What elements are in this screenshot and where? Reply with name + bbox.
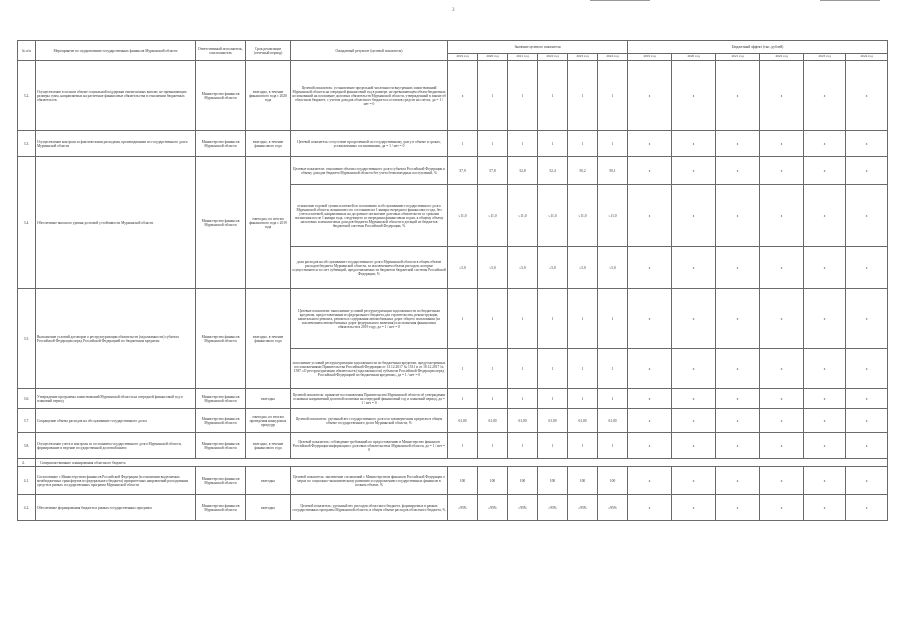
- table-row: [18, 131, 888, 157]
- result-cell: Целевой показатель: заключение соглашений с Министерством финансов Российской Федерации о мерах по социально-экономическому развитию и оздоровлению государственных финансов в полном объеме, %: [291, 467, 448, 495]
- indicator-value: 50,2: [568, 157, 598, 185]
- indicator-value: 61,00: [508, 409, 538, 433]
- indicator-value: 1: [478, 389, 508, 409]
- row-number: 3.7.: [18, 409, 36, 433]
- effect-value: x: [716, 389, 760, 409]
- row-number: 3.4.: [18, 157, 36, 289]
- row-number: 4.1.: [18, 467, 36, 495]
- indicator-value: 1: [448, 131, 478, 157]
- table-row: [18, 157, 888, 185]
- page-number: 3: [452, 8, 455, 13]
- effect-value: x: [716, 433, 760, 459]
- effect-value: x: [628, 61, 672, 131]
- indicator-value: 1: [478, 289, 508, 349]
- deadline-cell: ежегодно, в течение финансового года с 2020 года: [246, 61, 291, 131]
- effect-value: x: [760, 61, 804, 131]
- effect-value: x: [716, 495, 760, 521]
- effect-value: x: [716, 467, 760, 495]
- effect-value: x: [846, 467, 888, 495]
- effect-value: x: [760, 185, 804, 247]
- effect-value: x: [804, 467, 846, 495]
- table-row: [18, 289, 888, 349]
- effect-value: x: [760, 157, 804, 185]
- indicator-value: 1: [508, 131, 538, 157]
- effect-value: x: [760, 409, 804, 433]
- indicator-value: 1: [598, 131, 628, 157]
- col-indicator-header: Значение целевого показателя: [448, 41, 628, 54]
- effect-value: x: [846, 61, 888, 131]
- deadline-cell: ежегодно, по итогам проведения конкурсных процедур: [246, 409, 291, 433]
- executor-cell: Министерство финансов Мурманской области: [196, 61, 246, 131]
- effect-value: x: [716, 409, 760, 433]
- indicator-value: ≤5,0: [448, 247, 478, 289]
- effect-value: x: [716, 61, 760, 131]
- indicator-value: 1: [538, 349, 568, 389]
- executor-cell: Министерство финансов Мурманской области: [196, 467, 246, 495]
- effect-value: x: [672, 389, 716, 409]
- effect-value: x: [846, 247, 888, 289]
- indicator-value: x: [448, 61, 478, 131]
- indicator-value: 1: [568, 433, 598, 459]
- section-row: [18, 459, 888, 467]
- indicator-value: 100: [448, 467, 478, 495]
- effect-value: x: [846, 349, 888, 389]
- effect-value: x: [804, 131, 846, 157]
- indicator-value: 1: [448, 289, 478, 349]
- indicator-value: ≥95%: [598, 495, 628, 521]
- effect-value: x: [846, 495, 888, 521]
- indicator-value: 61,00: [568, 409, 598, 433]
- indicator-year-header: 2019 год: [448, 54, 478, 61]
- effect-value: x: [804, 433, 846, 459]
- effect-value: x: [672, 247, 716, 289]
- effect-value: x: [716, 247, 760, 289]
- table-row: [18, 61, 888, 131]
- indicator-value: ≤5,0: [508, 247, 538, 289]
- deadline-cell: ежегодно, в течение финансового года: [246, 131, 291, 157]
- indicator-year-header: 2022 год: [538, 54, 568, 61]
- effect-value: x: [804, 349, 846, 389]
- indicator-value: ≥95%: [568, 495, 598, 521]
- result-cell: Целевой показатель: установление предельной численности внутренних заимствований Мурманской области на очередной финансовый год в размере, не превышающем объем бюджетных ассигнований на погашение долговых обязательств Мурманской области, утвержденный в законе об областном бюджете, с учетом доходов областного бюджета и остатков средств на счетах, да = 1 / нет = 0: [291, 61, 448, 131]
- indicator-value: 1: [598, 433, 628, 459]
- indicator-value: 52,8: [508, 157, 538, 185]
- measures-table: [17, 40, 888, 521]
- indicator-value: 1: [508, 289, 538, 349]
- effect-value: x: [804, 495, 846, 521]
- table-row: [18, 495, 888, 521]
- indicator-year-header: 2021 год: [508, 54, 538, 61]
- indicator-year-header: 2024 год: [598, 54, 628, 61]
- indicator-value: 1: [478, 433, 508, 459]
- effect-value: x: [760, 131, 804, 157]
- indicator-value: 52,4: [538, 157, 568, 185]
- top-rule: [820, 0, 880, 1]
- effect-value: x: [628, 433, 672, 459]
- result-cell: отношение годовой суммы платежей по погашению и обслуживанию государственного долга Мурманской области, возникшего по состоянию на 1 января очередного финансового года, без учета платежей, направленных на досрочное погашение долговых обязательств со сроками погашения после 1 января года, следующего за очередным финансовым годом, к общему объему налоговых и неналоговых доходов бюджета Мурманской области и дотаций из бюджетов бюджетной системы Российской Федерации, %: [291, 185, 448, 247]
- indicator-value: 1: [508, 349, 538, 389]
- indicator-value: 1: [538, 131, 568, 157]
- indicator-value: ≤5,0: [538, 247, 568, 289]
- row-number: 3.2.: [18, 61, 36, 131]
- deadline-cell: ежегодно, в течение финансового года: [246, 433, 291, 459]
- effect-value: x: [846, 409, 888, 433]
- effect-value: x: [760, 349, 804, 389]
- effect-value: x: [716, 349, 760, 389]
- indicator-value: 1: [568, 289, 598, 349]
- col-num-header: № п/п: [18, 41, 36, 61]
- row-number: 3.6.: [18, 389, 36, 409]
- effect-value: x: [716, 131, 760, 157]
- executor-cell: Министерство финансов Мурманской области: [196, 433, 246, 459]
- indicator-year-header: 2020 год: [478, 54, 508, 61]
- executor-cell: Министерство финансов Мурманской области: [196, 131, 246, 157]
- effect-value: x: [672, 349, 716, 389]
- indicator-value: 1: [508, 433, 538, 459]
- effect-value: x: [846, 157, 888, 185]
- executor-cell: Министерство финансов Мурманской области: [196, 157, 246, 289]
- indicator-value: ≤11,0: [478, 185, 508, 247]
- deadline-cell: ежегодно: [246, 495, 291, 521]
- effect-value: x: [672, 157, 716, 185]
- effect-year-header: 2019 год: [628, 54, 672, 61]
- effect-year-header: 2024 год: [846, 54, 888, 61]
- indicator-value: 1: [448, 389, 478, 409]
- effect-value: x: [628, 247, 672, 289]
- effect-value: x: [804, 157, 846, 185]
- measure-cell: Согласование с Министерством финансов Российской Федерации (в отношении выделяемых межбюджетных трансфертов из федерального бюджета) приоритетных направлений расходования средств в рамках государственных программ Мурманской области: [36, 467, 196, 495]
- top-rule: [590, 0, 650, 1]
- indicator-value: 1: [568, 349, 598, 389]
- row-number: 3.3.: [18, 131, 36, 157]
- table-row: [18, 389, 888, 409]
- section-title: Совершенствование планирования областного бюджета: [36, 459, 888, 467]
- effect-value: x: [672, 131, 716, 157]
- col-result-header: Ожидаемый результат (целевой показатель): [291, 41, 448, 61]
- indicator-value: 61,00: [598, 409, 628, 433]
- effect-value: x: [628, 389, 672, 409]
- result-cell: исполнение условий реструктуризации задолженности по бюджетным кредитам, предусмотренных постановлениями Правительства Российской Федерации от 13.12.2017 № 1531 и от 18.12.2017 № 1587 «О реструктуризации обязательств (задолженности) субъектов Российской Федерации перед Российской Федерацией по бюджетным кредитам», да = 1 / нет = 0: [291, 349, 448, 389]
- result-cell: Целевой показатель: отсутствие просроченной по государственному долгу в объеме и сроках, установленных соглашениями, да = 1 / нет = 0: [291, 131, 448, 157]
- result-cell: Целевой показатель: принятие постановления Правительства Мурманской области об утверждении основных направлений долговой политики на очередной финансовый год и плановый период, да = 1 / нет = 0: [291, 389, 448, 409]
- effect-value: x: [804, 247, 846, 289]
- measure-cell: Обеспечение высокого уровня долговой устойчивости Мурманской области: [36, 157, 196, 289]
- measure-cell: Утверждение программы заимствований Мурманской области на очередной финансовый год и плановый период: [36, 389, 196, 409]
- row-number: 3.8.: [18, 433, 36, 459]
- deadline-cell: ежегодно, по итогам финансового года с 2019 года: [246, 157, 291, 289]
- col-effect-header: Бюджетный эффект (тыс. рублей): [628, 41, 888, 54]
- executor-cell: Министерство финансов Мурманской области: [196, 495, 246, 521]
- indicator-value: ≤5,0: [568, 247, 598, 289]
- effect-value: x: [716, 289, 760, 349]
- indicator-value: 1: [598, 289, 628, 349]
- indicator-value: 1: [598, 61, 628, 131]
- result-cell: доля расходов на обслуживание государственного долга Мурманской области в общем объеме расходов бюджета Мурманской области, за исключением объема расходов, которые осуществляются за счет субвенций, предоставляемых из бюджетов бюджетной системы Российской Федерации, %: [291, 247, 448, 289]
- indicator-value: 1: [568, 389, 598, 409]
- executor-cell: Министерство финансов Мурманской области: [196, 289, 246, 389]
- effect-value: x: [716, 185, 760, 247]
- result-cell: Целевые показатели: выполнение условий реструктуризации задолженности по бюджетным кредитам, предоставленным из федерального бюджета для строительства, реконструкции, капитального ремонта, ремонта и содержания автомобильных дорог общего пользования (за исключением автомобильных дорог федерального значения) и исполнения финансовых обязательств в 2019 году, да = 1 / нет = 0: [291, 289, 448, 349]
- indicator-value: 57,8: [478, 157, 508, 185]
- effect-value: x: [672, 409, 716, 433]
- deadline-cell: ежегодно: [246, 467, 291, 495]
- measure-cell: Осуществление учета и контроля за состоянием государственного долга Мурманской области, формирование и ведение государственной долговой книги: [36, 433, 196, 459]
- indicator-value: 1: [478, 349, 508, 389]
- col-measure-header: Мероприятие по оздоровлению государственных финансов Мурманской области: [36, 41, 196, 61]
- executor-cell: Министерство финансов Мурманской области: [196, 389, 246, 409]
- effect-value: x: [846, 131, 888, 157]
- effect-value: x: [672, 467, 716, 495]
- effect-value: x: [628, 157, 672, 185]
- indicator-value: 61,00: [448, 409, 478, 433]
- table-row: [18, 409, 888, 433]
- indicator-value: 100: [508, 467, 538, 495]
- effect-value: x: [628, 409, 672, 433]
- table-row: [18, 467, 888, 495]
- effect-value: x: [760, 467, 804, 495]
- deadline-cell: ежегодно: [246, 389, 291, 409]
- indicator-value: ≤11,0: [538, 185, 568, 247]
- effect-year-header: 2022 год: [760, 54, 804, 61]
- effect-value: x: [760, 433, 804, 459]
- effect-value: x: [760, 495, 804, 521]
- effect-value: x: [628, 185, 672, 247]
- executor-cell: Министерство финансов Мурманской области: [196, 409, 246, 433]
- indicator-value: 50,1: [598, 157, 628, 185]
- row-number: 4.2.: [18, 495, 36, 521]
- indicator-value: ≤11,0: [448, 185, 478, 247]
- effect-value: x: [672, 433, 716, 459]
- effect-year-header: 2020 год: [672, 54, 716, 61]
- effect-value: x: [716, 157, 760, 185]
- effect-year-header: 2023 год: [804, 54, 846, 61]
- indicator-value: 1: [568, 131, 598, 157]
- effect-value: x: [846, 289, 888, 349]
- indicator-value: 1: [448, 433, 478, 459]
- effect-value: x: [628, 467, 672, 495]
- indicator-value: 1: [508, 389, 538, 409]
- effect-value: x: [760, 289, 804, 349]
- measure-cell: Сокращение объема расходов на обслуживание государственного долга: [36, 409, 196, 433]
- deadline-cell: ежегодно, в течение финансового года: [246, 289, 291, 389]
- indicator-value: ≤5,0: [598, 247, 628, 289]
- indicator-value: 1: [538, 61, 568, 131]
- measure-cell: Осуществление контроля за фактическими расходами, производимыми из государственного долга Мурманской области: [36, 131, 196, 157]
- indicator-value: 100: [568, 467, 598, 495]
- effect-value: x: [672, 61, 716, 131]
- indicator-value: 1: [538, 289, 568, 349]
- measure-cell: Осуществление в полном объеме социальной поддержки ежемесячных выплат, не превышающих размеры сумм, направляемых на расчетные финансовые обязательства в отношении бюджетных обязательств: [36, 61, 196, 131]
- effect-value: x: [760, 247, 804, 289]
- table-row: [18, 433, 888, 459]
- indicator-value: 1: [478, 131, 508, 157]
- indicator-value: ≤11,0: [508, 185, 538, 247]
- indicator-value: ≤11,0: [598, 185, 628, 247]
- indicator-value: 100: [598, 467, 628, 495]
- result-cell: Целевые показатели: отношение объема государственного долга субъекта Российской Федерации к объему доходов бюджета Мурманской области без учета безвозмездных поступлений, %: [291, 157, 448, 185]
- effect-value: x: [628, 349, 672, 389]
- effect-value: x: [846, 433, 888, 459]
- effect-year-header: 2021 год: [716, 54, 760, 61]
- effect-value: x: [846, 389, 888, 409]
- indicator-value: 100: [478, 467, 508, 495]
- indicator-value: ≥95%: [448, 495, 478, 521]
- effect-value: x: [804, 185, 846, 247]
- indicator-value: ≥95%: [478, 495, 508, 521]
- effect-value: x: [628, 289, 672, 349]
- indicator-value: 1: [568, 61, 598, 131]
- indicator-value: 100: [538, 467, 568, 495]
- col-deadline-header: Срок реализации (отчетный период): [246, 41, 291, 61]
- indicator-value: 1: [598, 389, 628, 409]
- indicator-value: ≥95%: [538, 495, 568, 521]
- indicator-value: 1: [538, 389, 568, 409]
- effect-value: x: [804, 409, 846, 433]
- indicator-value: 1: [448, 349, 478, 389]
- indicator-value: ≤5,0: [478, 247, 508, 289]
- effect-value: x: [804, 289, 846, 349]
- result-cell: Целевой показатель: удельный вес расходов областного бюджета, формируемых в рамках государственных программ Мурманской области, в общем объеме расходов областного бюджета, %: [291, 495, 448, 521]
- effect-value: x: [628, 131, 672, 157]
- indicator-value: 61,00: [538, 409, 568, 433]
- indicator-value: 61,00: [478, 409, 508, 433]
- indicator-value: 1: [598, 349, 628, 389]
- indicator-value: 57,9: [448, 157, 478, 185]
- indicator-value: ≤11,0: [568, 185, 598, 247]
- effect-value: x: [760, 389, 804, 409]
- col-executor-header: Ответственный исполнитель, соисполнитель: [196, 41, 246, 61]
- indicator-value: ≥95%: [508, 495, 538, 521]
- effect-value: x: [804, 61, 846, 131]
- effect-value: x: [672, 495, 716, 521]
- indicator-value: 1: [538, 433, 568, 459]
- indicator-year-header: 2023 год: [568, 54, 598, 61]
- indicator-value: 1: [508, 61, 538, 131]
- result-cell: Целевой показатель: удельный вес государственного долга по коммерческим кредитам в общем объеме государственного долга Мурманской области, %: [291, 409, 448, 433]
- effect-value: x: [846, 185, 888, 247]
- effect-value: x: [672, 289, 716, 349]
- effect-value: x: [628, 495, 672, 521]
- row-number: 3.5.: [18, 289, 36, 389]
- measure-cell: Обеспечение формирования бюджета в рамках государственных программ: [36, 495, 196, 521]
- measure-cell: Выполнение условий договоров о реструктуризации обязательств (задолженности) субъекта Российской Федерации перед Российской Федерацией по бюджетным кредитам: [36, 289, 196, 389]
- effect-value: x: [804, 389, 846, 409]
- section-number: 4.: [18, 459, 36, 467]
- indicator-value: 1: [478, 61, 508, 131]
- result-cell: Целевой показатель: соблюдение требований по предоставлению в Министерство финансов Российской Федерации информации о долговых обязательствах Мурманской области, да = 1 / нет = 0: [291, 433, 448, 459]
- effect-value: x: [672, 185, 716, 247]
